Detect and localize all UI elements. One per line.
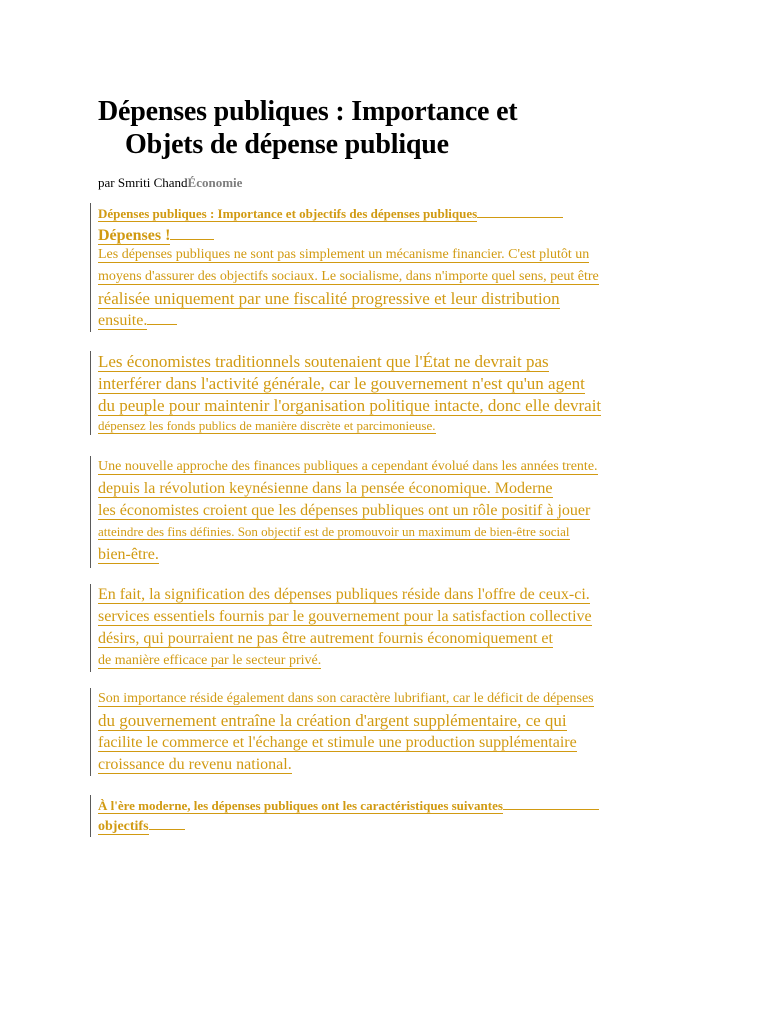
- block-line: Les économistes traditionnels soutenaient que l'État ne devrait pas: [98, 352, 549, 371]
- block-line: ensuite.: [98, 310, 177, 332]
- block-subheading: Dépenses !: [98, 225, 214, 247]
- block-line: croissance du revenu national.: [98, 756, 292, 773]
- block-line: du gouvernement entraîne la création d'argent supplémentaire, ce qui: [98, 711, 567, 730]
- block-line: Son importance réside également dans son caractère lubrifiant, car le déficit de dépenses: [98, 691, 594, 706]
- block-line: interférer dans l'activité générale, car le gouvernement n'est qu'un agent: [98, 374, 585, 393]
- block-line: dépensez les fonds publics de manière discrète et parcimonieuse.: [98, 418, 436, 433]
- page-title-line-1: Dépenses publiques : Importance et: [98, 96, 518, 127]
- block-line: atteindre des fins définies. Son objectif est de promouvoir un maximum de bien-être social: [98, 524, 570, 539]
- block-line: À l'ère moderne, les dépenses publiques ont les caractéristiques suivantes: [98, 795, 599, 817]
- block-subheading: objectifs: [98, 817, 185, 837]
- block-line: moyens d'assurer des objectifs sociaux. Le socialisme, dans n'importe quel sens, peut être: [98, 269, 599, 284]
- block-line: Une nouvelle approche des finances publiques a cependant évolué dans les années trente.: [98, 459, 598, 474]
- quote-block-significance: [90, 584, 592, 672]
- page-title: [98, 95, 517, 161]
- quote-block-traditional: [90, 351, 601, 435]
- author-name: par Smriti Chand: [98, 175, 188, 190]
- byline: [98, 175, 242, 191]
- block-line: services essentiels fournis par le gouvernement pour la satisfaction collective: [98, 608, 592, 625]
- block-line: depuis la révolution keynésienne dans la pensée économique. Moderne: [98, 480, 553, 497]
- page-title-line-2: Objets de dépense publique: [125, 129, 449, 160]
- category-link[interactable]: Économie: [187, 175, 243, 190]
- block-line: bien-être.: [98, 546, 159, 563]
- block-line: réalisée uniquement par une fiscalité progressive et leur distribution: [98, 289, 560, 308]
- quote-block-intro: [90, 203, 599, 332]
- block-line: de manière efficace par le secteur privé.: [98, 653, 322, 668]
- block-line: Les dépenses publiques ne sont pas simplement un mécanisme financier. C'est plutôt un: [98, 247, 590, 262]
- quote-block-keynesian: [90, 456, 598, 568]
- quote-block-lubricant: [90, 688, 594, 776]
- block-line: En fait, la signification des dépenses publiques réside dans l'offre de ceux-ci.: [98, 586, 590, 603]
- block-line: les économistes croient que les dépenses publiques ont un rôle positif à jouer: [98, 502, 591, 519]
- block-line: Dépenses publiques : Importance et objectifs des dépenses publiques: [98, 203, 563, 225]
- block-line: du peuple pour maintenir l'organisation politique intacte, donc elle devrait: [98, 396, 602, 415]
- quote-block-characteristics: [90, 795, 599, 837]
- block-line: facilite le commerce et l'échange et stimule une production supplémentaire: [98, 734, 577, 751]
- block-line: désirs, qui pourraient ne pas être autrement fournis économiquement et: [98, 630, 553, 647]
